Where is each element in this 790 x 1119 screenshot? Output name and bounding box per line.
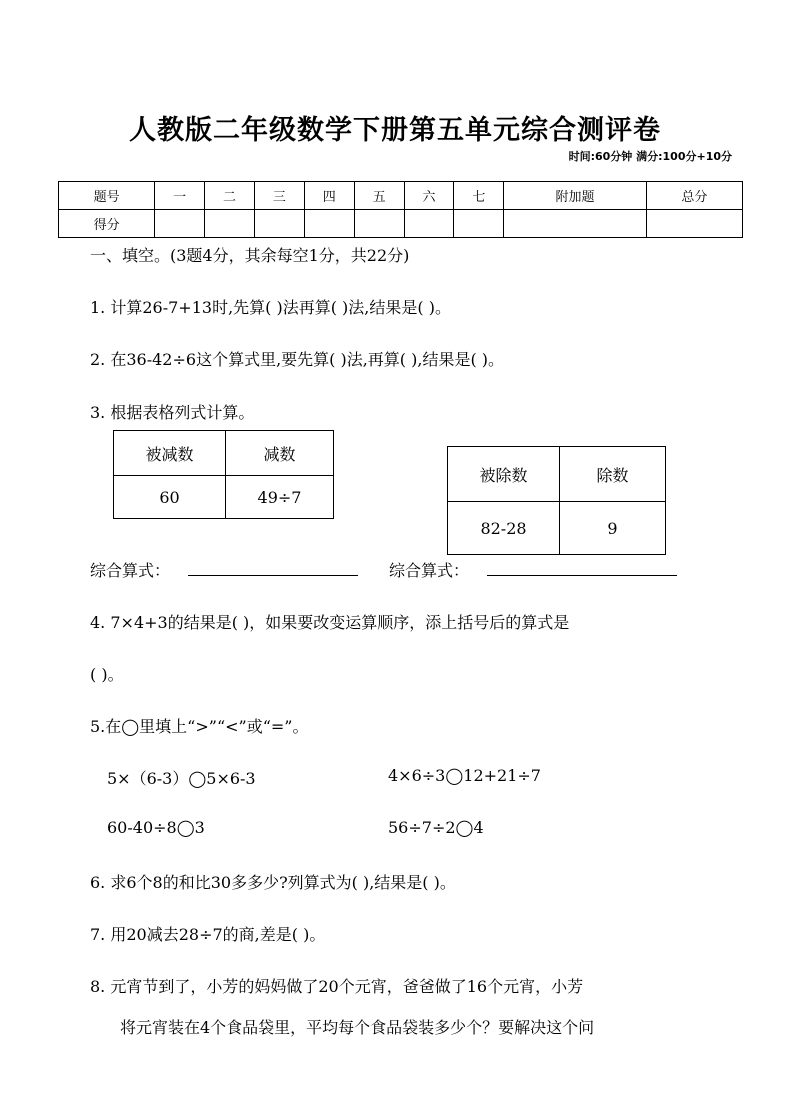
score-header-cell: 总分 <box>646 182 742 210</box>
score-header-cell: 三 <box>254 182 304 210</box>
question-8-continued: 将元宵装在4个食品袋里，平均每个食品袋装多少个？要解决这个问 <box>120 1018 595 1037</box>
section-heading: 一、填空。(3题4分，其余每空1分，共22分) <box>90 246 410 265</box>
question-8: 8. 元宵节到了，小芳的妈妈做了20个元宵，爸爸做了16个元宵，小芳 <box>90 977 584 996</box>
question-3: 3. 根据表格列式计算。 <box>90 403 255 422</box>
page-title: 人教版二年级数学下册第五单元综合测评卷 <box>129 115 661 146</box>
subtrahend-value: 49÷7 <box>226 476 334 519</box>
score-header-cell: 六 <box>404 182 454 210</box>
question-4-continued: ( )。 <box>90 665 124 684</box>
formula-label-right: 综合算式： <box>389 561 470 580</box>
score-cell[interactable] <box>155 210 205 238</box>
formula-answer-line-right[interactable] <box>487 575 677 576</box>
question-2: 2. 在36-42÷6这个算式里,要先算( )法,再算( ),结果是( )。 <box>90 350 505 369</box>
score-table-score-row <box>59 210 743 238</box>
question-1: 1. 计算26-7+13时,先算( )法再算( )法,结果是( )。 <box>90 298 451 317</box>
subtraction-table <box>113 430 334 519</box>
dividend-header: 被除数 <box>448 447 560 502</box>
score-cell[interactable] <box>504 210 646 238</box>
score-cell[interactable] <box>304 210 354 238</box>
score-cell[interactable] <box>646 210 742 238</box>
score-header-cell: 一 <box>155 182 205 210</box>
subtrahend-header: 减数 <box>226 431 334 476</box>
question-4: 4. 7×4+3的结果是( )，如果要改变运算顺序，添上括号后的算式是 <box>90 613 570 632</box>
division-table <box>447 446 666 555</box>
compare-item: 56÷7÷2◯4 <box>388 818 484 837</box>
question-7: 7. 用20减去28÷7的商,差是( )。 <box>90 925 326 944</box>
divisor-header: 除数 <box>560 447 666 502</box>
compare-item: 60-40÷8◯3 <box>107 818 205 837</box>
score-table-header-row <box>59 182 743 210</box>
score-header-cell: 四 <box>304 182 354 210</box>
exam-info: 时间:60分钟 满分:100分+10分 <box>568 150 732 163</box>
minuend-header: 被减数 <box>114 431 226 476</box>
formula-answer-line-left[interactable] <box>188 575 358 576</box>
dividend-value: 82-28 <box>448 502 560 555</box>
divisor-value: 9 <box>560 502 666 555</box>
minuend-value: 60 <box>114 476 226 519</box>
compare-item: 5×（6-3）◯5×6-3 <box>107 769 256 788</box>
score-header-cell: 七 <box>454 182 504 210</box>
score-cell[interactable] <box>404 210 454 238</box>
score-cell[interactable] <box>354 210 404 238</box>
question-6: 6. 求6个8的和比30多多少?列算式为( ),结果是( )。 <box>90 873 456 892</box>
question-5: 5.在◯里填上“>”“<”或“=”。 <box>90 717 309 736</box>
score-header-cell: 附加题 <box>504 182 646 210</box>
score-cell[interactable] <box>454 210 504 238</box>
score-header-cell: 题号 <box>59 182 155 210</box>
score-cell[interactable] <box>205 210 255 238</box>
score-cell[interactable] <box>254 210 304 238</box>
formula-label-left: 综合算式： <box>90 561 171 580</box>
score-header-cell: 二 <box>205 182 255 210</box>
score-header-cell: 五 <box>354 182 404 210</box>
compare-item: 4×6÷3◯12+21÷7 <box>388 766 541 785</box>
score-row-label: 得分 <box>59 210 155 238</box>
score-table <box>58 181 743 238</box>
